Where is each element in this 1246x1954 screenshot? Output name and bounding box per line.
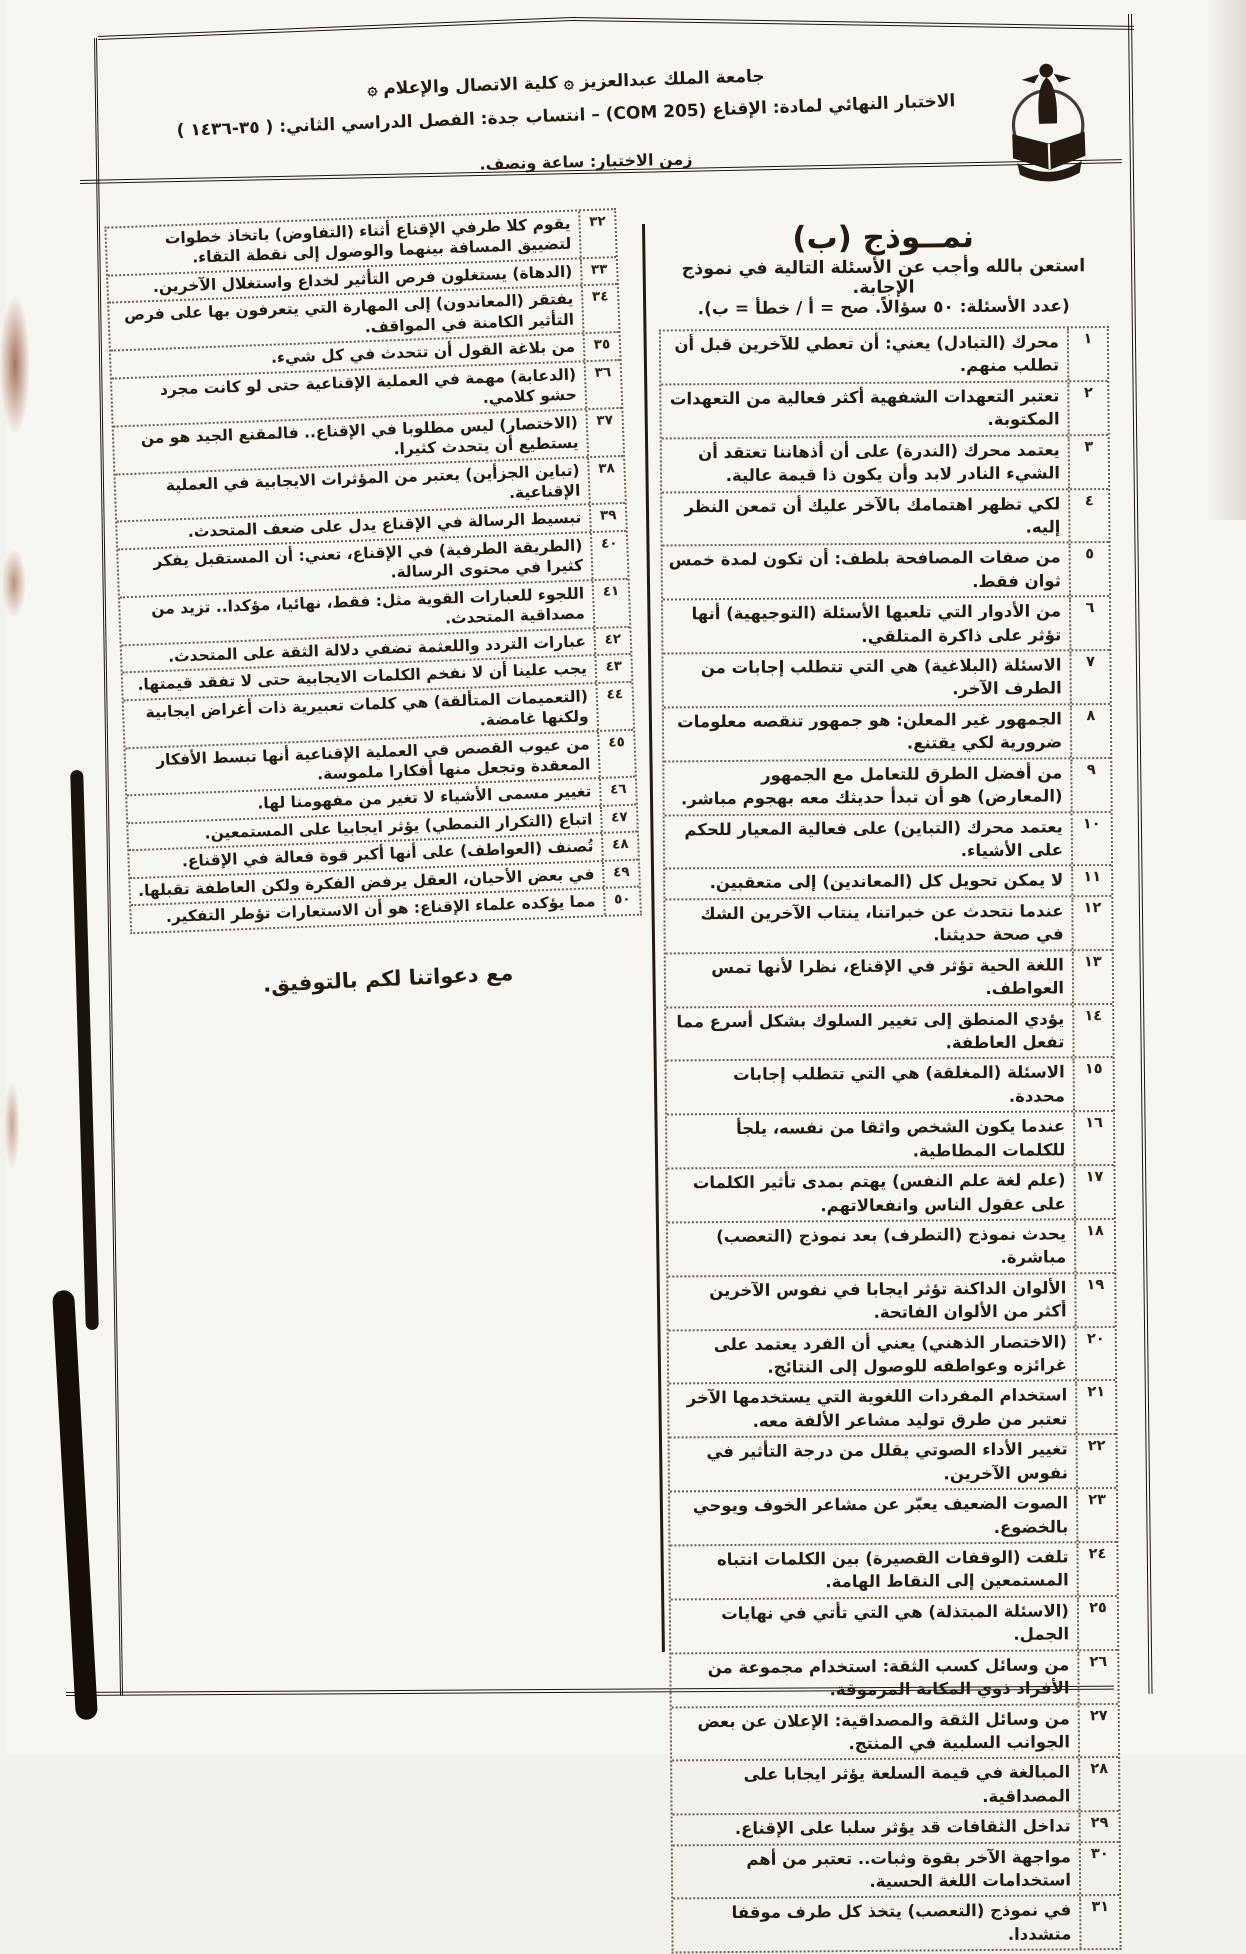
question-row bbox=[670, 1435, 1116, 1492]
scan-edge-band bbox=[70, 770, 99, 1330]
question-number: ٢٤ bbox=[1076, 1543, 1116, 1595]
question-number: ٤٦ bbox=[599, 778, 636, 805]
question-text: يؤدي المنطق إلى تغيير السلوك بشكل أسرع مما تفعل العاطفة. bbox=[676, 1008, 1065, 1053]
question-number: ٢٥ bbox=[1077, 1597, 1117, 1649]
question-number: ٤٢ bbox=[593, 627, 630, 654]
question-row bbox=[673, 1843, 1119, 1900]
question-number: ٤٥ bbox=[597, 730, 635, 777]
question-number: ٤٩ bbox=[602, 860, 639, 887]
question-text: في نموذج (التعصب) يتخذ كل طرف موقفا متشددا. bbox=[731, 1900, 1072, 1944]
question-text: (الاختصار الذهني) يعني أن الفرد يعتمد على غرائزه وعواطفه للوصول إلى النتائج. bbox=[713, 1331, 1068, 1377]
question-number: ١ bbox=[1067, 328, 1107, 380]
question-row bbox=[673, 1896, 1119, 1951]
form-title: نمــوذج (ب) bbox=[792, 219, 975, 257]
question-number: ٣٨ bbox=[587, 456, 625, 503]
question-text: (الاختصار) ليس مطلوبا في الإقناع.. فالمقنع الجيد هو من يستطيع أن يتحدث كثيرا. bbox=[140, 413, 579, 459]
question-number: ٣٢ bbox=[578, 210, 616, 257]
questions-table-1-31 bbox=[659, 326, 1122, 1954]
question-number: ١٧ bbox=[1073, 1166, 1113, 1218]
question-row bbox=[664, 705, 1110, 762]
question-row bbox=[670, 1543, 1116, 1600]
exam-duration-line: زمن الاختبار: ساعة ونصف. bbox=[479, 149, 693, 174]
question-number: ٥٠ bbox=[603, 888, 640, 915]
question-number: ٤٨ bbox=[601, 833, 638, 860]
question-number: ٤٠ bbox=[590, 532, 628, 579]
question-text: تغيير مسمى الأشياء لا تغير من مفهومنا لها. bbox=[257, 782, 592, 813]
question-number: ٤١ bbox=[592, 580, 630, 627]
question-number: ٤ bbox=[1068, 490, 1108, 542]
questions-column-left bbox=[104, 208, 644, 1000]
question-number: ٩ bbox=[1070, 759, 1110, 811]
question-text: لكي تظهر اهتمامك بالآخر عليك أن تمعن النظر إليه. bbox=[684, 493, 1061, 537]
question-row bbox=[663, 651, 1109, 708]
question-number: ٨ bbox=[1070, 705, 1110, 757]
question-row bbox=[665, 897, 1111, 954]
university-name-line: جامعة الملك عبدالعزيز ۞ كلية الاتصال والإعلام ۞ bbox=[367, 66, 765, 100]
scan-smudge bbox=[0, 295, 30, 435]
question-text: يفتقر (المعاندون) إلى المهارة التي يتعرفون بها على فرص التأثير الكامنة في المواقف. bbox=[123, 289, 575, 337]
question-number: ٣٣ bbox=[580, 258, 617, 285]
question-row bbox=[670, 1489, 1116, 1546]
question-number: ٣٠ bbox=[1079, 1843, 1119, 1895]
question-number: ٢١ bbox=[1075, 1381, 1115, 1433]
question-number: ٢٧ bbox=[1078, 1704, 1118, 1756]
question-row bbox=[672, 1704, 1118, 1761]
question-number: ٤٤ bbox=[595, 682, 633, 729]
question-number: ٣١ bbox=[1079, 1896, 1119, 1948]
question-text: من عيوب القصص في العملية الإقناعية أنها تبسط الأفكار المعقدة وتجعل منها أفكارا ملموسة. bbox=[155, 734, 591, 784]
question-row bbox=[664, 759, 1110, 816]
question-text: اللغة الحية تؤثر في الإقناع، نظرا لأنها تمس العواطف. bbox=[711, 955, 1065, 999]
question-number: ٣٦ bbox=[584, 361, 622, 408]
question-text: مواجهة الآخر بقوة وثبات.. تعتبر من أهم استخدامات اللغة الحسية. bbox=[746, 1846, 1072, 1891]
question-text: عندما يكون الشخص واثقا من نفسه، يلجأ للكلمات المطاطية. bbox=[735, 1116, 1066, 1161]
question-text: تُصنف (العواطف) على أنها أكبر قوة فعالة في الإقناع. bbox=[181, 837, 594, 871]
page-border-right bbox=[1128, 14, 1153, 1694]
question-number: ٦ bbox=[1069, 597, 1109, 649]
questions-table-32-50 bbox=[104, 208, 642, 934]
question-number: ٢٣ bbox=[1076, 1489, 1116, 1541]
university-seal-icon bbox=[992, 56, 1104, 186]
question-number: ٢٩ bbox=[1079, 1812, 1119, 1841]
question-row bbox=[663, 597, 1109, 654]
page-border-top-left bbox=[98, 17, 576, 40]
question-row bbox=[666, 951, 1112, 1008]
questions-column-right bbox=[658, 218, 1122, 1954]
question-number: ٢ bbox=[1067, 382, 1107, 434]
scan-smudge bbox=[2, 548, 26, 618]
question-row bbox=[671, 1597, 1117, 1654]
scan-edge-band bbox=[52, 1290, 98, 1721]
question-row bbox=[667, 1058, 1113, 1115]
question-number: ١١ bbox=[1071, 866, 1111, 895]
question-text: يقوم كلا طرفي الإقناع أثناء (التفاوض) باتخاذ خطوات لتضييق المسافة بينهما والوصول إلى نقطة التقاء. bbox=[164, 214, 572, 268]
question-number: ٢٦ bbox=[1077, 1651, 1117, 1703]
question-row bbox=[666, 1005, 1112, 1062]
question-row bbox=[665, 866, 1111, 900]
question-number: ٧ bbox=[1069, 651, 1109, 703]
question-text: الصوت الضعيف يعبّر عن مشاعر الخوف ويوحي بالخضوع. bbox=[692, 1493, 1069, 1537]
question-number: ٢٠ bbox=[1075, 1328, 1115, 1380]
question-number: ٣ bbox=[1068, 436, 1108, 488]
question-text: لا يمكن تحويل كل (المعاندين) إلى متعقبين. bbox=[709, 870, 1064, 893]
question-number: ٣٤ bbox=[581, 285, 619, 332]
question-text: يجب علينا أن لا نفخم الكلمات الايجابية حتى لا تفقد قيمتها. bbox=[137, 659, 588, 695]
question-number: ١٢ bbox=[1071, 897, 1111, 949]
question-text: تعتبر التعهدات الشفهية أكثر فعالية من التعهدات المكتوبة. bbox=[669, 386, 1060, 430]
question-text: المبالغة في قيمة السلعة يؤثر ايجابا على المصداقية. bbox=[743, 1762, 1071, 1806]
question-row bbox=[669, 1328, 1115, 1385]
question-row bbox=[667, 1112, 1113, 1169]
question-row bbox=[668, 1274, 1114, 1331]
question-text: تغيير الأداء الصوتي يقلل من درجة التأثير في نفوس الآخرين. bbox=[706, 1439, 1068, 1484]
question-text: يعتمد محرك (الندرة) على أن أذهاننا تعتقد أن الشيء النادر لابد وأن يكون ذا قيمة عالية. bbox=[698, 440, 1061, 486]
question-row bbox=[673, 1812, 1119, 1846]
question-text: اتباع (التكرار النمطي) يؤثر ايجابيا على المستمعين. bbox=[204, 810, 593, 843]
question-number: ١٩ bbox=[1074, 1274, 1114, 1326]
question-number: ١٨ bbox=[1074, 1220, 1114, 1272]
question-text: (الاسئلة المبتذلة) هي التي تأتي في نهايات الجمل. bbox=[721, 1601, 1070, 1645]
question-number: ٢٨ bbox=[1078, 1758, 1118, 1810]
question-text: في بعض الأحيان، العقل يرفض الفكرة ولكن العاطفة تقبلها. bbox=[137, 865, 595, 900]
question-text: عبارات التردد واللعثمة تضفي دلالة الثقة على المتحدث. bbox=[167, 632, 587, 666]
question-text: محرك (التبادل) يعني: أن تعطي للآخرين قبل أن تطلب منهم. bbox=[674, 332, 1060, 376]
question-row bbox=[663, 543, 1109, 600]
question-text: من بلاغة القول أن تتحدث في كل شيء. bbox=[270, 337, 576, 367]
question-row bbox=[672, 1758, 1118, 1815]
question-number: ١٠ bbox=[1071, 813, 1111, 865]
question-number: ٤٧ bbox=[600, 806, 637, 833]
question-text: الاسئلة (البلاغية) هي التي تتطلب إجابات من الطرف الآخر. bbox=[700, 655, 1062, 699]
question-number: ٣٧ bbox=[585, 409, 623, 456]
question-text: عندما نتحدث عن خبراتنا، ينتاب الآخرين الشك في صحة حديثنا. bbox=[700, 901, 1064, 945]
question-text: الألوان الداكنة تؤثر ايجابا في نفوس الآخرين أكثر من الألوان الفاتحة. bbox=[709, 1278, 1067, 1323]
question-text: (تباين الجزأين) يعتبر من المؤثرات الايجابية في العملية الإقناعية. bbox=[165, 461, 581, 503]
question-text: من وسائل الثقة والمصداقية: الإعلان عن بعض الجوانب السلبية في المنتج. bbox=[697, 1708, 1071, 1754]
question-text: تلفت (الوقفات القصيرة) بين الكلمات انتباه المستمعين إلى النقاط الهامة. bbox=[716, 1547, 1069, 1592]
form-subtitle: استعن بالله وأجب عن الأسئلة التالية في نموذج الإجابة. bbox=[681, 256, 1086, 299]
exam-course-line: الاختبار النهائي لمادة: الإقناع (COM 205) – انتساب جدة: الفصل الدراسي الثاني: ( ٣٥-١٤٣٦ ) bbox=[176, 91, 956, 141]
question-number: ٤٣ bbox=[594, 655, 631, 682]
question-row bbox=[668, 1220, 1114, 1277]
question-text: تبسيط الرسالة في الإقناع يدل على ضعف المتحدث. bbox=[187, 508, 582, 542]
question-text: (التعميمات المتألقة) هي كلمات تعبيرية ذات أغراض ايجابية ولكنها غامضة. bbox=[145, 686, 589, 730]
question-text: استخدام المفردات اللغوية التي يستخدمها الآخر تعتبر من طرق توليد مشاعر الألفة معه. bbox=[686, 1385, 1068, 1431]
question-text: يعتمد محرك (التباين) على فعالية المعيار للحكم على الأشياء. bbox=[684, 816, 1064, 861]
question-row bbox=[662, 490, 1108, 547]
question-row bbox=[661, 328, 1107, 385]
question-number: ١٥ bbox=[1073, 1058, 1113, 1110]
question-number: ٣٥ bbox=[583, 333, 620, 360]
question-text: (علم لغة علم النفس) يهتم بمدى تأثير الكلمات على عقول الناس وانفعالاتهم. bbox=[692, 1170, 1066, 1215]
question-text: من الأدوار التي تلعبها الأسئلة (التوجيهية) أنها تؤثر على ذاكرة المتلقي. bbox=[691, 601, 1062, 646]
scan-smudge bbox=[4, 1080, 20, 1170]
question-row bbox=[667, 1166, 1113, 1223]
question-row bbox=[669, 1381, 1115, 1438]
question-number: ٢٢ bbox=[1076, 1435, 1116, 1487]
question-number: ٣٩ bbox=[589, 504, 626, 531]
question-text: مما يؤكده علماء الإقناع: هو أن الاستعارات تؤطر التفكير. bbox=[165, 892, 596, 927]
question-text: (الدعابة) مهمة في العملية الإقناعية حتى لو كانت مجرد حشو كلامي. bbox=[159, 365, 578, 408]
closing-wishes-note: مع دعواتنا لكم بالتوفيق. bbox=[262, 960, 514, 997]
scan-edge-shadow bbox=[1206, 0, 1246, 520]
question-text: يحدث نموذج (التطرف) بعد نموذج (التعصب) مباشرة. bbox=[716, 1224, 1067, 1268]
question-text: الجمهور غير المعلن: هو جمهور تنقصه معلومات ضرورية لكي يقتنع. bbox=[677, 709, 1063, 753]
question-text: تداخل الثقافات قد يؤثر سلبا على الإقناع. bbox=[734, 1816, 1071, 1839]
form-note: (عدد الأسئلة: ٥٠ سؤالاً. صح = أ / خطأ = ب). bbox=[697, 296, 1070, 320]
question-number: ١٣ bbox=[1072, 951, 1112, 1003]
question-text: من أفضل الطرق للتعامل مع الجمهور (المعارض) هو أن تبدأ حديثك معه بهجوم مباشر. bbox=[680, 763, 1063, 809]
question-text: الاسئلة (المغلقة) هي التي تتطلب إجابات محددة. bbox=[733, 1062, 1065, 1106]
question-text: اللجوء للعبارات القوية مثل: فقط، نهائيا، مؤكدا.. تزيد من مصداقية المتحدث. bbox=[150, 584, 586, 628]
question-number: ١٦ bbox=[1073, 1112, 1113, 1164]
question-number: ١٤ bbox=[1072, 1005, 1112, 1057]
question-text: من وسائل كسب الثقة: استخدام مجموعة من الأفراد ذوي المكانة المرموقة. bbox=[707, 1655, 1070, 1700]
question-row bbox=[662, 436, 1108, 493]
question-row bbox=[661, 382, 1107, 439]
question-number: ٥ bbox=[1069, 543, 1109, 595]
question-text: من صفات المصافحة بلطف: أن تكون لمدة خمس ثوان فقط. bbox=[668, 547, 1061, 591]
page-border-top-right bbox=[572, 17, 1134, 30]
question-row bbox=[665, 813, 1111, 870]
question-text: (الطريقة الطرفية) في الإقناع، تعني: أن المستقبل يفكر كثيرا في محتوى الرسالة. bbox=[153, 536, 584, 582]
question-text: (الدهاة) يستغلون فرص التأثير لخداع واستغلال الآخرين. bbox=[152, 262, 573, 296]
question-row bbox=[671, 1651, 1117, 1708]
scanned-exam-page bbox=[6, 0, 1246, 1944]
